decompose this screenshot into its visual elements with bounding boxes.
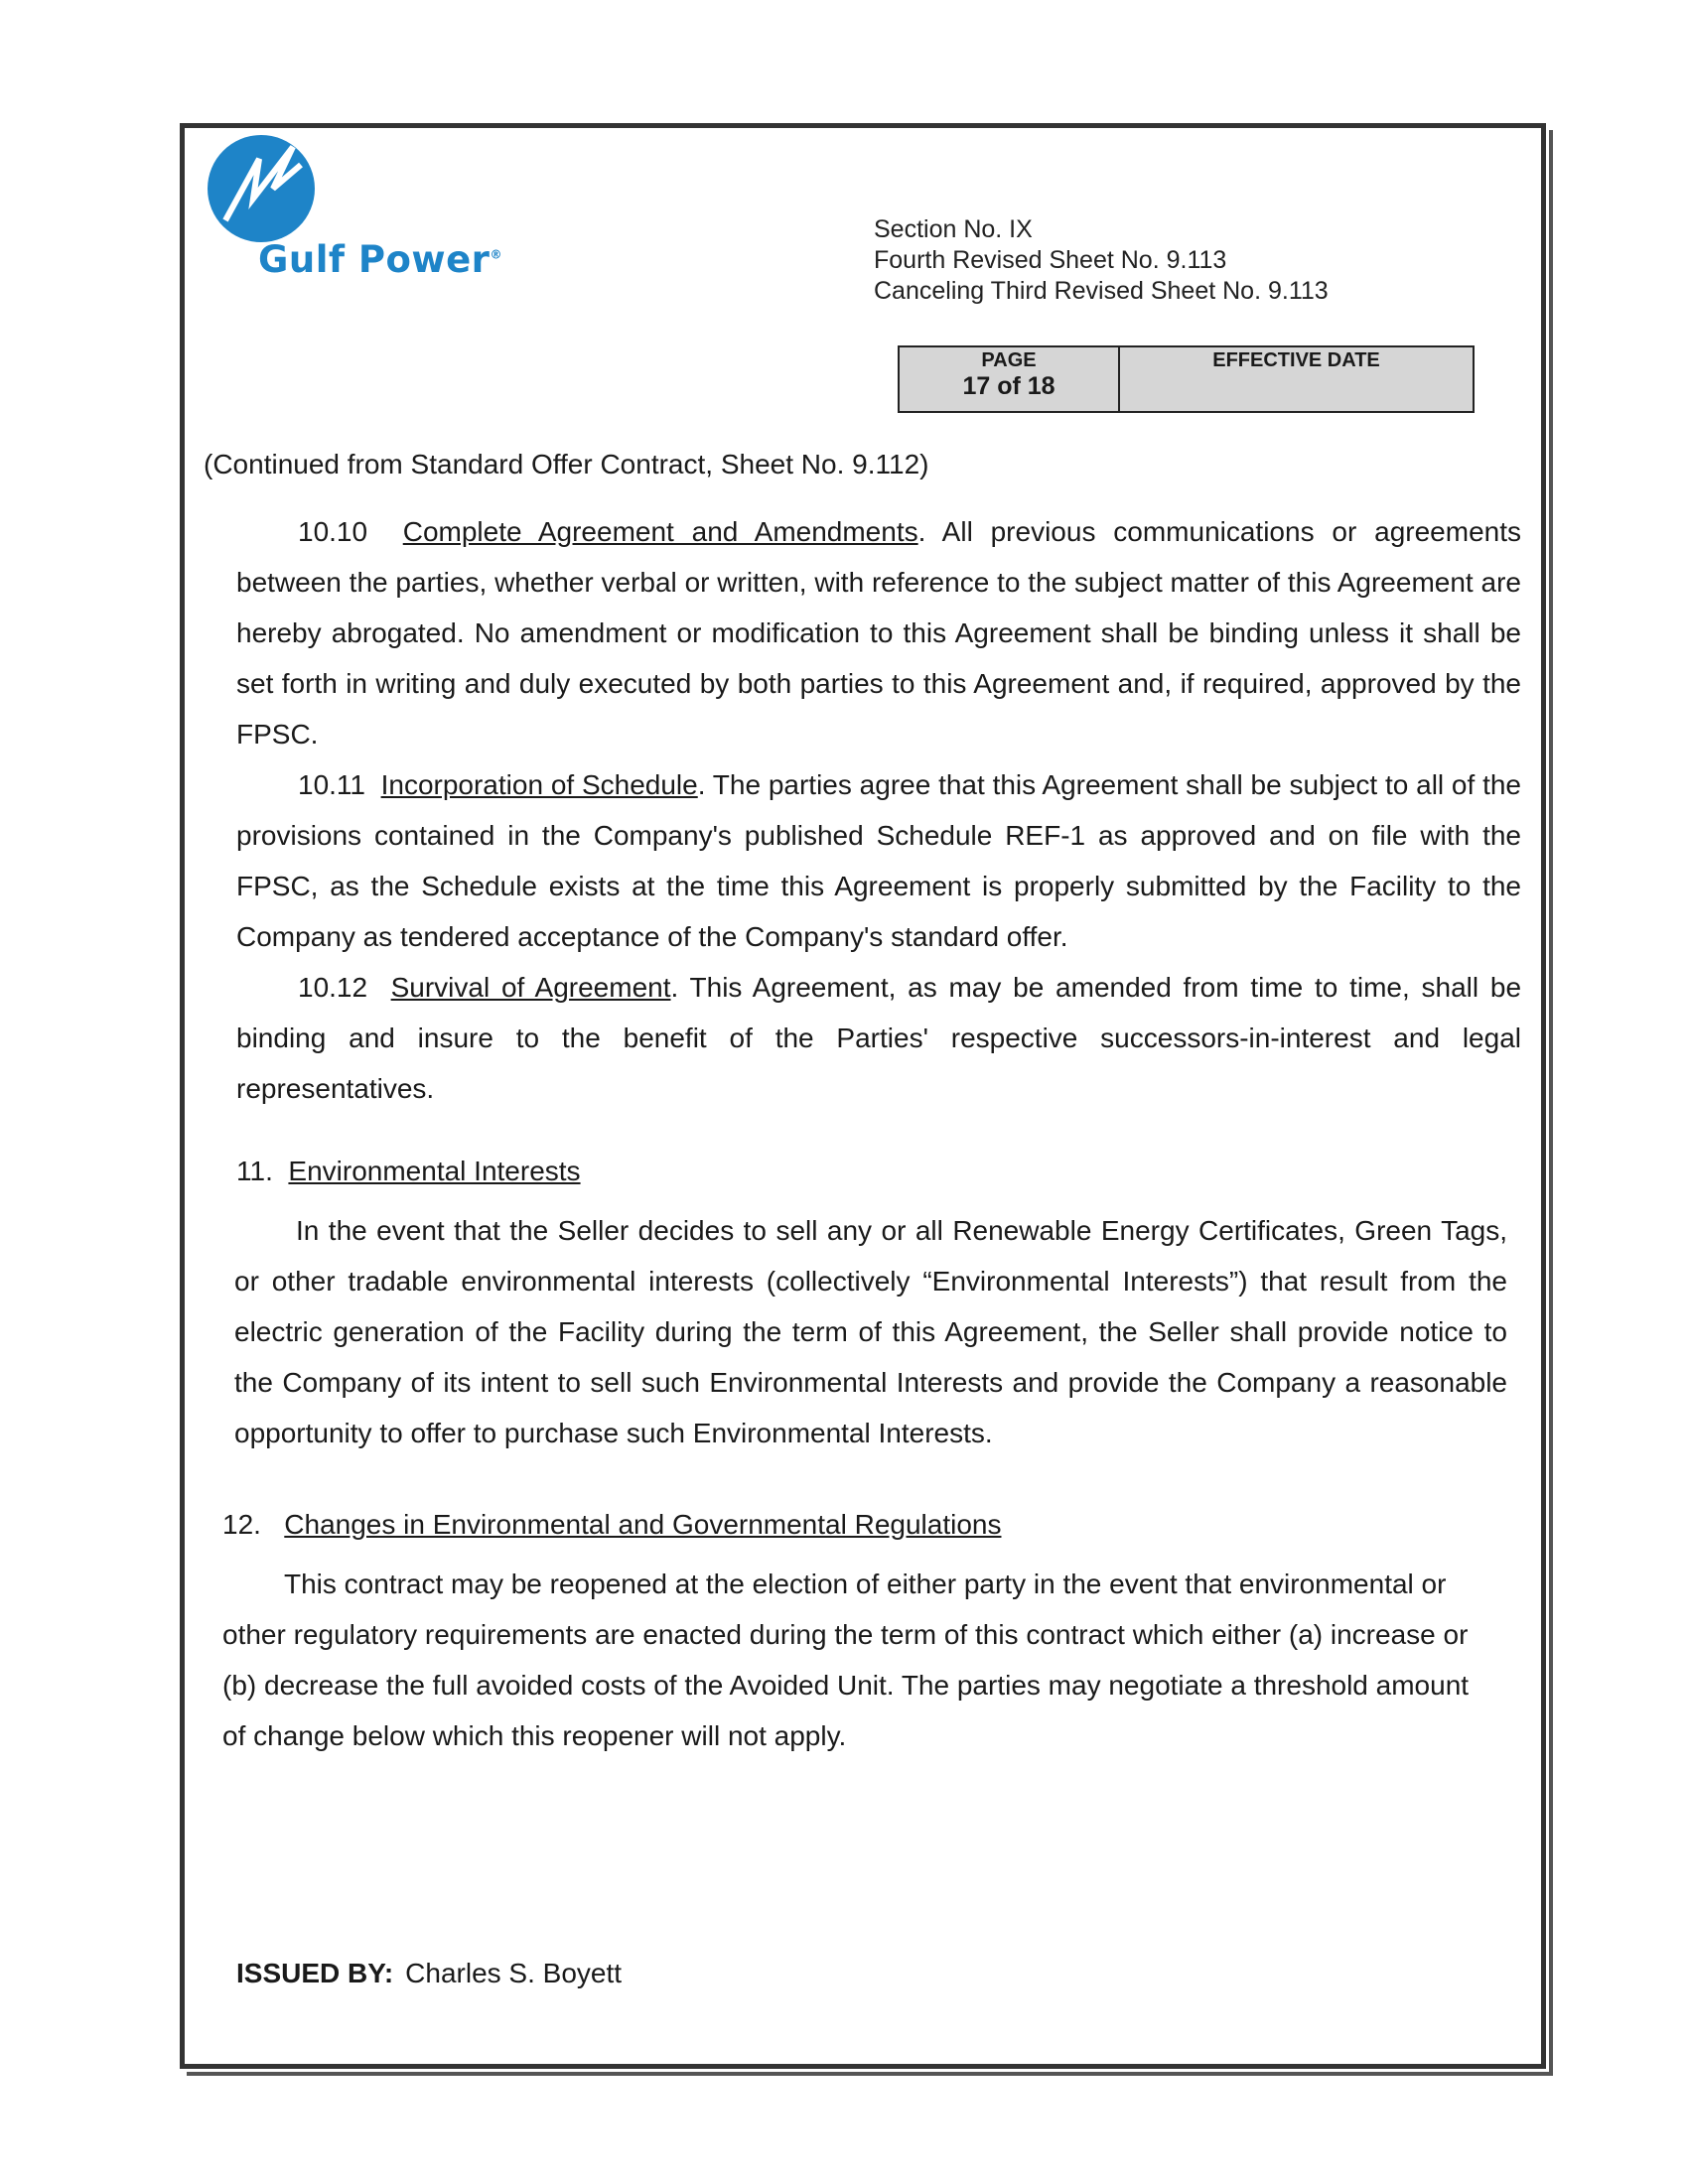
continued-note: (Continued from Standard Offer Contract, Sheet No. 9.112) [204,449,929,479]
clause-number: 10.10 [298,516,368,547]
section-12-text: This contract may be reopened at the election of either party in the event that environmental or other regulatory requirements are enacted during the term of this contract which either (a) increase or (b) decrease the full avoided costs of the Avoided Unit. The parties may negotiate a threshold amount of change below which this reopener will not apply. [222,1569,1470,1751]
clause-10-12 [236,962,1521,1114]
page-effective-box [898,345,1475,413]
clause-10-10 [236,506,1521,759]
section-11-title: Environmental Interests [288,1156,581,1186]
clauses-block [236,506,1521,1114]
clause-title: Complete Agreement and Amendments [402,516,918,547]
section-12-body [222,1559,1483,1761]
section-12-heading [222,1509,1001,1541]
company-name: Gulf Power [258,238,491,281]
page-cell [900,347,1120,411]
clause-number: 10.11 [298,769,365,800]
company-logo-text [258,238,502,281]
section-12-title: Changes in Environmental and Governmental Regulations [284,1509,1002,1540]
issued-by-label: ISSUED BY: [236,1958,394,1988]
effective-date-label: EFFECTIVE DATE [1212,349,1380,371]
section-12-number: 12. [222,1509,261,1540]
issued-by-name: Charles S. Boyett [405,1958,623,1988]
section-11-heading [236,1156,581,1187]
sheet-number: Fourth Revised Sheet No. 9.113 [874,246,1227,274]
effective-date-cell [1120,347,1473,411]
clause-10-11 [236,759,1521,962]
clause-number: 10.12 [298,972,368,1003]
clause-text: . All previous communications or agreements between the parties, whether verbal or written, with reference to the subject matter of this Agreement are hereby abrogated. No amendment or modification to this Agreement shall be binding unless it shall be set forth in writing and duly executed by both parties to this Agreement and, if required, approved by the FPSC. [236,516,1521,750]
gulf-power-logo-icon [204,129,319,244]
section-11-text: In the event that the Seller decides to sell any or all Renewable Energy Certificates, Green Tags, or other tradable environmental interests (collectively “Environmental Interests”) that result from the electric generation of the Facility during the term of this Agreement, the Seller shall provide notice to the Company of its intent to sell such Environmental Interests and provide the Company a reasonable opportunity to offer to purchase such Environmental Interests. [234,1215,1507,1448]
registered-mark: ® [490,247,502,262]
clause-title: Survival of Agreement [390,972,671,1003]
page-label: PAGE [981,349,1037,371]
clause-text: . This Agreement, as may be amended from time to time, shall be binding and insure to the benefit of the Parties' respective successors-in-interest and legal representatives. [236,972,1522,1104]
canceling-sheet: Canceling Third Revised Sheet No. 9.113 [874,277,1329,305]
clause-text: . The parties agree that this Agreement shall be subject to all of the provisions contained in the Company's published Schedule REF-1 as approved and on file with the FPSC, as the Schedule exists at the time this Agreement is properly submitted by the Facility to the Company as tendered acceptance of the Company's standard offer. [236,769,1522,952]
sheet-info [874,214,1329,307]
clause-title: Incorporation of Schedule [380,769,698,800]
page-number: 17 of 18 [962,372,1055,400]
section-11-body [234,1205,1507,1458]
issued-by [236,1958,622,1989]
section-number: Section No. IX [874,215,1033,243]
section-11-number: 11. [236,1156,273,1186]
